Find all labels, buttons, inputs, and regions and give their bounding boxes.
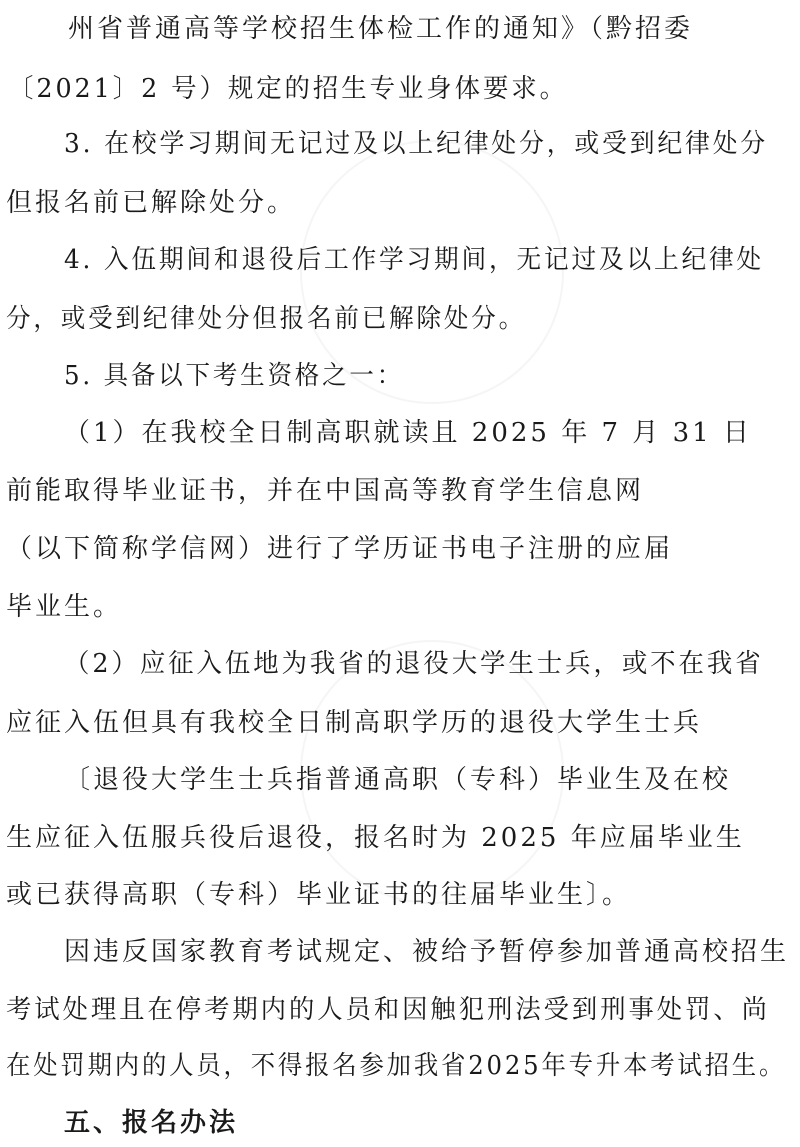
paragraph-line: 分，或受到纪律处分但报名前已解除处分。 [6,304,526,334]
paragraph-line: 〔退役大学生士兵指普通高职（专科）毕业生及在校 [64,765,732,795]
paragraph-line: 前能取得毕业证书，并在中国高等教育学生信息网 [6,476,645,506]
paragraph-line: 毕业生。 [6,592,123,622]
section-heading: 五、报名办法 [64,1108,239,1138]
paragraph-line: 生应征入伍服兵役后退役，报名时为 2025 年应届毕业生 [6,823,745,853]
paragraph-line: 州省普通高等学校招生体检工作的通知》（黔招委 [68,14,694,44]
paragraph-line: 5. 具备以下考生资格之一： [64,361,405,391]
paragraph-line: 在处罚期内的人员，不得报名参加我省2025年专升本考试招生。 [6,1051,787,1081]
paragraph-line: （2）应征入伍地为我省的退役大学生士兵，或不在我省 [64,649,764,679]
paragraph-line: 〔2021〕2 号）规定的招生专业身体要求。 [8,74,568,104]
paragraph-line: 应征入伍但具有我校全日制高职学历的退役大学生士兵 [6,708,703,738]
paragraph-line: 但报名前已解除处分。 [6,188,297,218]
paragraph-line: （1）在我校全日制高职就读且 2025 年 7 月 31 日 [64,418,752,448]
paragraph-line: 4. 入伍期间和退役后工作学习期间，无记过及以上纪律处 [64,245,765,275]
paragraph-line: 3. 在校学习期间无记过及以上纪律处分，或受到纪律处分 [64,129,769,159]
paragraph-line: （以下简称学信网）进行了学历证书电子注册的应届 [6,534,674,564]
paragraph-line: 考试处理且在停考期内的人员和因触犯刑法受到刑事处罚、尚 [6,995,770,1025]
paragraph-line: 或已获得高职（专科）毕业证书的往届毕业生〕。 [6,880,632,910]
paragraph-line: 因违反国家教育考试规定、被给予暂停参加普通高校招生 [64,937,790,967]
